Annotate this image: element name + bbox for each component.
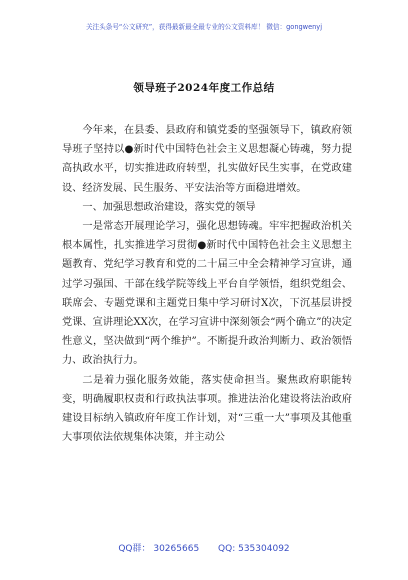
footer-qq-number: QQ: 535304092 — [218, 544, 290, 554]
footer-qq-group: QQ群： 30265665 — [118, 544, 200, 554]
document-title: 领导班子2024年度工作总结 — [133, 82, 275, 94]
paragraph-intro: 今年来，在县委、县政府和镇党委的坚强领导下，镇政府领导班子坚持以●新时代中国特色社会主义思想凝心铸魂，努力提高执政水平，切实推进政府转型，扎实做好民生实事，在党政建设、经济发展、民生服务、平安法治等方面稳进增效。 — [62, 125, 352, 194]
section-heading: 一、加强思想政治建设，落实党的领导 — [82, 201, 256, 213]
top-banner: 关注头条号“公文研究”，获得最新最全最专业的公文资料库！ 微信：gongwenyj — [85, 23, 323, 31]
paragraph-point-two: 二是着力强化服务效能，落实使命担当。聚焦政府职能转变，明确履职权责和行政执法事项。推进法治化建设将法治政府建设目标纳入镇政府年度工作计划，对“三重一大”事项及其他重大事项依法依规集体决策，并主动公 — [62, 374, 352, 444]
document-body — [62, 121, 352, 447]
paragraph-point-one: 一是常态开展理论学习，强化思想铸魂。牢牢把握政治机关根本属性，扎实推进学习贯彻●新时代中国特色社会主义思想主题教育、党纪学习教育和党的二十届三中全会精神学习宣讲，通过学习强国、干部在线学院等线上平台自学领悟，组织党组会、联席会、专题党课和主题党日集中学习研讨X次，下沉基层讲授党课、宣讲理论XX次，在学习宣讲中深刻领会“两个确立”的决定性意义，坚决做到“两个维护”。不断提升政治判断力、政治领悟力、政治执行力。 — [62, 221, 352, 367]
footer — [0, 541, 408, 554]
